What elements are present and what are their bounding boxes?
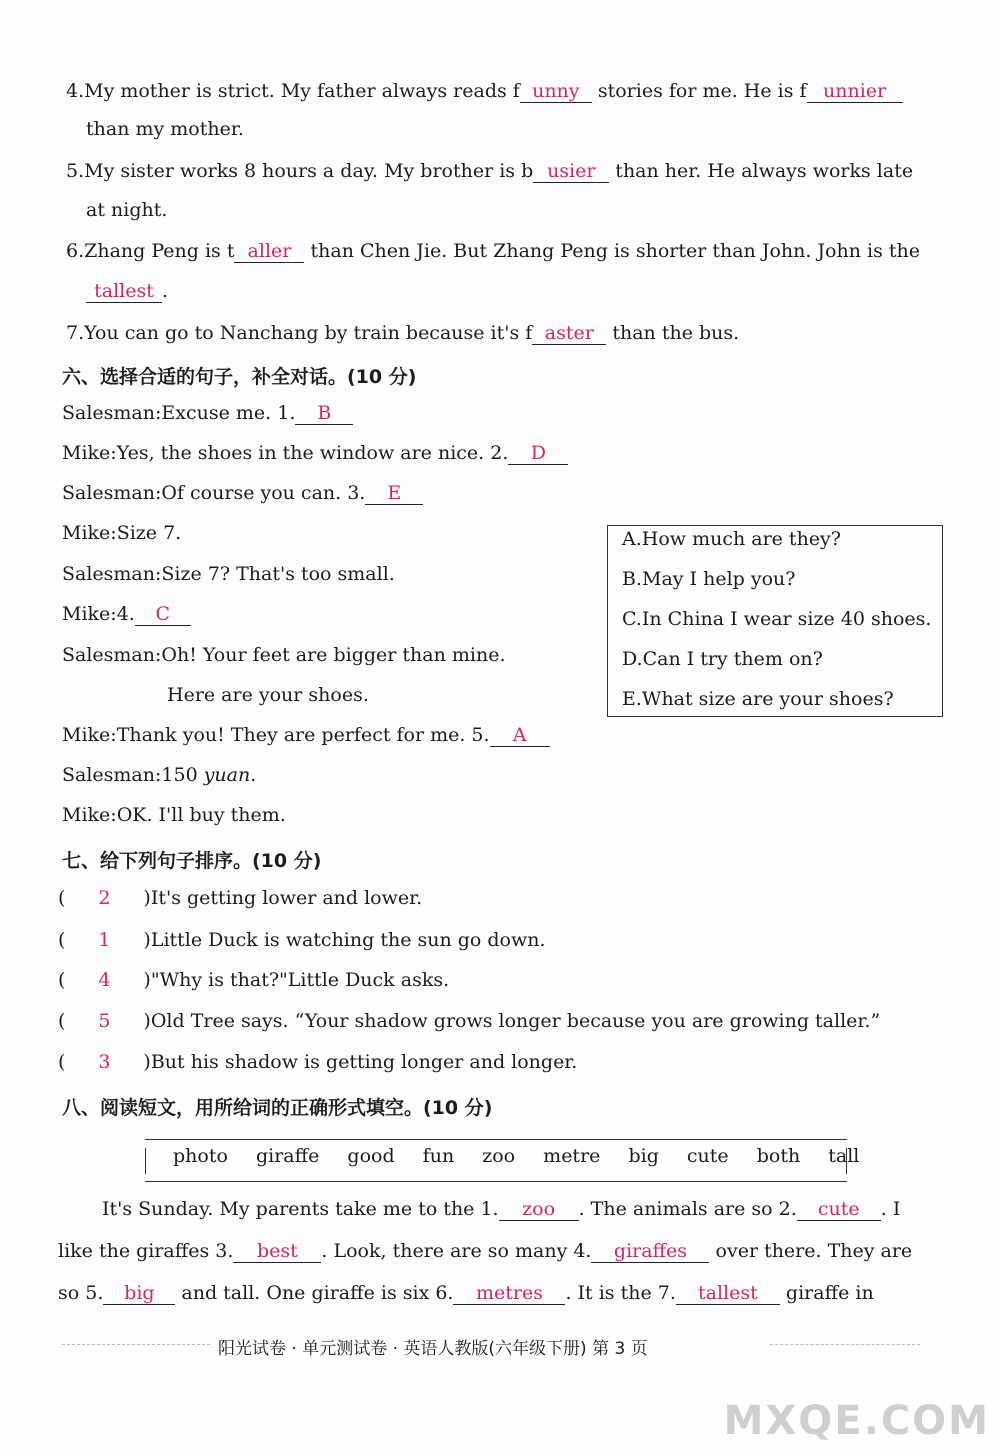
order-number[interactable]: 1 <box>98 929 111 951</box>
passage-text: . I <box>880 1198 901 1220</box>
passage-blank-2[interactable]: cute <box>797 1199 881 1221</box>
word-item: big <box>628 1145 659 1167</box>
dialog-line-2 <box>62 442 568 465</box>
dialog-line-1 <box>62 402 353 425</box>
q5-line <box>66 160 913 183</box>
word-bank <box>145 1139 860 1182</box>
watermark-logo: MXQE.COM <box>723 1398 990 1444</box>
dialog-text: Salesman:150 <box>62 764 204 786</box>
section7-heading: 七、给下列句子排序。(10 分) <box>62 850 322 872</box>
order-item-4: ( 5 )Old Tree says. “Your shadow grows longer because you are growing taller.” <box>58 1010 881 1032</box>
word-item: metre <box>543 1145 601 1167</box>
q4-text-a: 4.My mother is strict. My father always reads f <box>66 80 520 102</box>
word-item: both <box>756 1145 801 1167</box>
dialog-line-7: Salesman:Oh! Your feet are bigger than mine. <box>62 644 506 666</box>
word-item: tall <box>828 1145 860 1167</box>
footer-text: 阳光试卷 · 单元测试卷 · 英语人教版(六年级下册) 第 3 页 <box>218 1339 648 1359</box>
dialog-text: Mike:Yes, the shoes in the window are nice. 2. <box>62 442 509 464</box>
dialog-text: Salesman:Excuse me. 1. <box>62 402 296 424</box>
dialog-text: Mike:Thank you! They are perfect for me. 5. <box>62 724 490 746</box>
order-number[interactable]: 2 <box>98 887 111 909</box>
order-text: Old Tree says. “Your shadow grows longer because you are growing taller.” <box>150 1010 881 1032</box>
q5-blank[interactable]: usier <box>533 161 609 183</box>
word-item: zoo <box>482 1145 516 1167</box>
order-number[interactable]: 4 <box>98 969 111 991</box>
dialog-text: Salesman:Of course you can. 3. <box>62 482 366 504</box>
dialog-line-11: Mike:OK. I'll buy them. <box>62 804 286 826</box>
dialog-line-5: Salesman:Size 7? That's too small. <box>62 563 395 585</box>
dialog-blank-1[interactable]: B <box>295 403 353 425</box>
passage-blank-7[interactable]: tallest <box>676 1283 780 1305</box>
passage-blank-3[interactable]: best <box>233 1241 321 1263</box>
passage-text: It's Sunday. My parents take me to the 1. <box>102 1198 499 1220</box>
order-text: It's getting lower and lower. <box>150 887 423 909</box>
order-text: "Why is that?"Little Duck asks. <box>150 969 450 991</box>
q6-line-2 <box>86 280 168 303</box>
dialog-blank-2[interactable]: D <box>508 443 568 465</box>
passage-blank-1[interactable]: zoo <box>499 1199 579 1221</box>
option-d: D.Can I try them on? <box>622 648 823 670</box>
passage-text: over there. They are <box>709 1240 913 1262</box>
dialog-blank-4[interactable]: C <box>135 604 191 626</box>
dialog-blank-3[interactable]: E <box>365 483 423 505</box>
dialog-text: Mike:4. <box>62 603 135 625</box>
options-box <box>607 525 943 717</box>
option-e: E.What size are your shoes? <box>622 688 894 710</box>
dialog-blank-5[interactable]: A <box>490 725 550 747</box>
option-b: B.May I help you? <box>622 568 796 590</box>
dialog-tail: . <box>250 764 257 786</box>
footer-dash-right <box>770 1344 920 1345</box>
q5-text-a: 5.My sister works 8 hours a day. My brother is b <box>66 160 534 182</box>
passage-text: giraffe in <box>779 1282 874 1304</box>
q6-blank-2[interactable]: tallest <box>86 281 162 303</box>
passage-text: . Look, there are so many 4. <box>321 1240 592 1262</box>
word-item: good <box>347 1145 395 1167</box>
q4-text-c: than my mother. <box>86 118 244 140</box>
q6-text-b: than Chen Jie. But Zhang Peng is shorter than John. John is the <box>304 240 920 262</box>
dialog-line-6 <box>62 603 191 626</box>
dialog-line-8: Here are your shoes. <box>167 684 369 706</box>
q4-blank-1[interactable]: unny <box>520 81 592 103</box>
passage-line-3 <box>58 1282 874 1305</box>
order-item-5: ( 3 )But his shadow is getting longer and longer. <box>58 1051 578 1073</box>
q4-blank-2[interactable]: unnier <box>807 81 903 103</box>
passage-blank-5[interactable]: big <box>103 1283 175 1305</box>
q7-text-a: 7.You can go to Nanchang by train because it's f <box>66 322 533 344</box>
dialog-line-10 <box>62 764 256 786</box>
passage-text: . It is the 7. <box>565 1282 676 1304</box>
word-item: giraffe <box>255 1145 320 1167</box>
passage-text: and tall. One giraffe is six 6. <box>175 1282 454 1304</box>
order-item-2: ( 1 )Little Duck is watching the sun go down. <box>58 929 546 951</box>
order-item-1: ( 2 )It's getting lower and lower. <box>58 887 423 909</box>
order-number[interactable]: 5 <box>98 1010 111 1032</box>
q6-text-c: . <box>162 280 169 302</box>
passage-line-1 <box>102 1198 900 1221</box>
q6-line <box>66 240 920 263</box>
word-bank-words <box>173 1145 877 1167</box>
q7-blank[interactable]: aster <box>532 323 606 345</box>
q4-line <box>66 80 903 103</box>
passage-line-2 <box>58 1240 912 1263</box>
word-item: cute <box>686 1145 729 1167</box>
q5-text-c: at night. <box>86 199 168 221</box>
q7-line <box>66 322 739 345</box>
q7-text-b: than the bus. <box>606 322 740 344</box>
passage-text: so 5. <box>58 1282 104 1304</box>
order-number[interactable]: 3 <box>98 1051 111 1073</box>
q6-text-a: 6.Zhang Peng is t <box>66 240 235 262</box>
word-bank-left-bar <box>145 1148 146 1174</box>
dialog-line-9 <box>62 724 550 747</box>
word-item: fun <box>422 1145 455 1167</box>
word-item: photo <box>173 1145 228 1167</box>
dialog-italic: yuan <box>203 764 251 786</box>
section6-heading: 六、选择合适的句子，补全对话。(10 分) <box>62 366 417 388</box>
section8-heading: 八、阅读短文，用所给词的正确形式填空。(10 分) <box>62 1097 493 1119</box>
passage-text: . The animals are so 2. <box>578 1198 797 1220</box>
q4-text-b: stories for me. He is f <box>591 80 807 102</box>
dialog-line-3 <box>62 482 423 505</box>
option-a: A.How much are they? <box>622 528 841 550</box>
order-item-3: ( 4 )"Why is that?"Little Duck asks. <box>58 969 450 991</box>
passage-blank-4[interactable]: giraffes <box>591 1241 709 1263</box>
option-c: C.In China I wear size 40 shoes. <box>622 608 932 630</box>
order-text: But his shadow is getting longer and longer. <box>150 1051 578 1073</box>
q5-text-b: than her. He always works late <box>609 160 914 182</box>
q6-blank-1[interactable]: aller <box>234 241 304 263</box>
footer-dash-left <box>62 1344 210 1345</box>
passage-text: like the giraffes 3. <box>58 1240 234 1262</box>
passage-blank-6[interactable]: metres <box>453 1283 565 1305</box>
order-text: Little Duck is watching the sun go down. <box>150 929 546 951</box>
dialog-line-4: Mike:Size 7. <box>62 522 182 544</box>
